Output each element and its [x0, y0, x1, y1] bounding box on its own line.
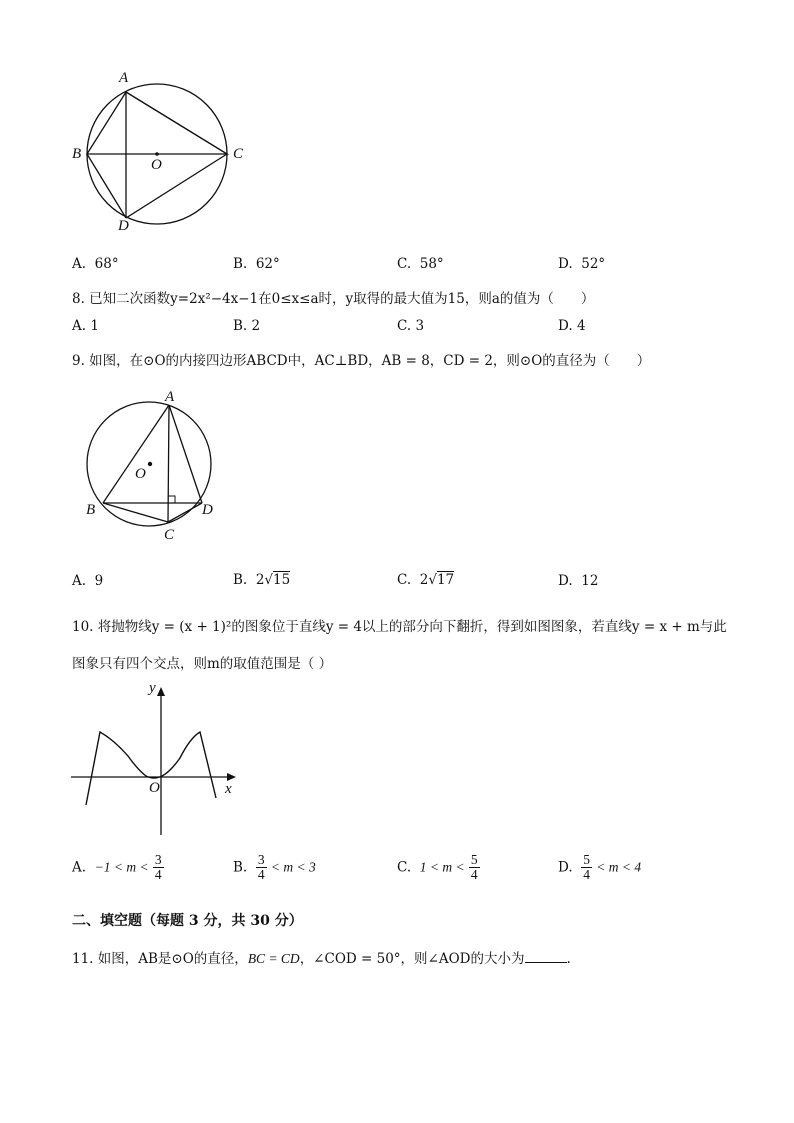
q8-option-a[interactable]: A. 1 [72, 318, 99, 334]
q10-option-c[interactable]: C. 1 < m < $\frac{5}{4}$ [397, 852, 478, 882]
section-heading: 二、填空题（每题 3 分，共 30 分） [72, 913, 303, 929]
q10-question-line2: 图象只有四个交点，则m的取值范围是（ ） [72, 656, 333, 672]
q7-circle-figure [62, 62, 262, 242]
q8-option-d[interactable]: D. 4 [558, 318, 586, 334]
fraction: $\frac{3}{4}$ [257, 852, 265, 882]
q7-option-d[interactable]: D. 52° [558, 256, 606, 272]
q9-question: 9. 如图，在⊙O的内接四边形ABCD中，AC⊥BD，AB = 8，CD = 2，则⊙O的直径为（ ） [72, 353, 651, 369]
q7-label-c: C [233, 146, 244, 162]
q10-axis-y: y [149, 680, 156, 696]
arc-equality: BC = CD [247, 951, 300, 966]
sqrt-sign-icon: √ [428, 572, 437, 588]
q9-option-a[interactable]: A. 9 [72, 573, 104, 589]
q10-axis-x: x [225, 781, 232, 797]
q8-question: 8. 已知二次函数y=2x²−4x−1在0≤x≤a时，y取得的最大值为15，则a的值为（ ） [72, 291, 595, 307]
fraction: $\frac{5}{4}$ [470, 852, 478, 882]
q10-graph-figure [66, 680, 246, 840]
q9-label-c: C [164, 527, 175, 543]
q9-option-b[interactable]: B. 2√15 [233, 572, 291, 588]
q9-label-o: O [135, 466, 146, 482]
q9-label-d: D [202, 502, 213, 518]
q8-option-b[interactable]: B. 2 [233, 318, 261, 334]
q7-option-b[interactable]: B. 62° [233, 256, 280, 272]
q7-label-a: A [119, 70, 129, 86]
q10-question-line1: 10. 将抛物线y = (x + 1)²的图象位于直线y = 4以上的部分向下翻折，得到如图图象，若直线y = x + m与此 [72, 619, 727, 635]
q9-option-c[interactable]: C. 2√17 [397, 572, 455, 588]
q9-label-a: A [165, 389, 175, 405]
q8-option-c[interactable]: C. 3 [397, 318, 425, 334]
sqrt-sign-icon: √ [264, 572, 274, 588]
q11-question: 11. 如图，AB是⊙O的直径，BC = CD，∠COD = 50°，则∠AOD的大小为 . [72, 951, 571, 967]
q10-option-a[interactable]: A. −1 < m < $\frac{3}{4}$ [72, 852, 162, 882]
q9-label-b: B [86, 502, 96, 518]
q7-label-o: O [151, 157, 162, 173]
q7-option-c[interactable]: C. 58° [397, 256, 444, 272]
q7-label-d: D [118, 218, 129, 234]
q10-axis-origin: O [149, 780, 160, 796]
answer-blank[interactable] [525, 950, 567, 963]
fraction: $\frac{5}{4}$ [583, 852, 590, 882]
q9-option-d[interactable]: D. 12 [558, 573, 599, 589]
q7-label-b: B [72, 146, 82, 162]
q10-option-d[interactable]: D. $\frac{5}{4}$ < m < 4 [558, 852, 642, 882]
q10-option-b[interactable]: B. $\frac{3}{4}$ < m < 3 [233, 852, 316, 882]
fraction: $\frac{3}{4}$ [154, 852, 162, 882]
q7-option-a[interactable]: A. 68° [72, 256, 119, 272]
